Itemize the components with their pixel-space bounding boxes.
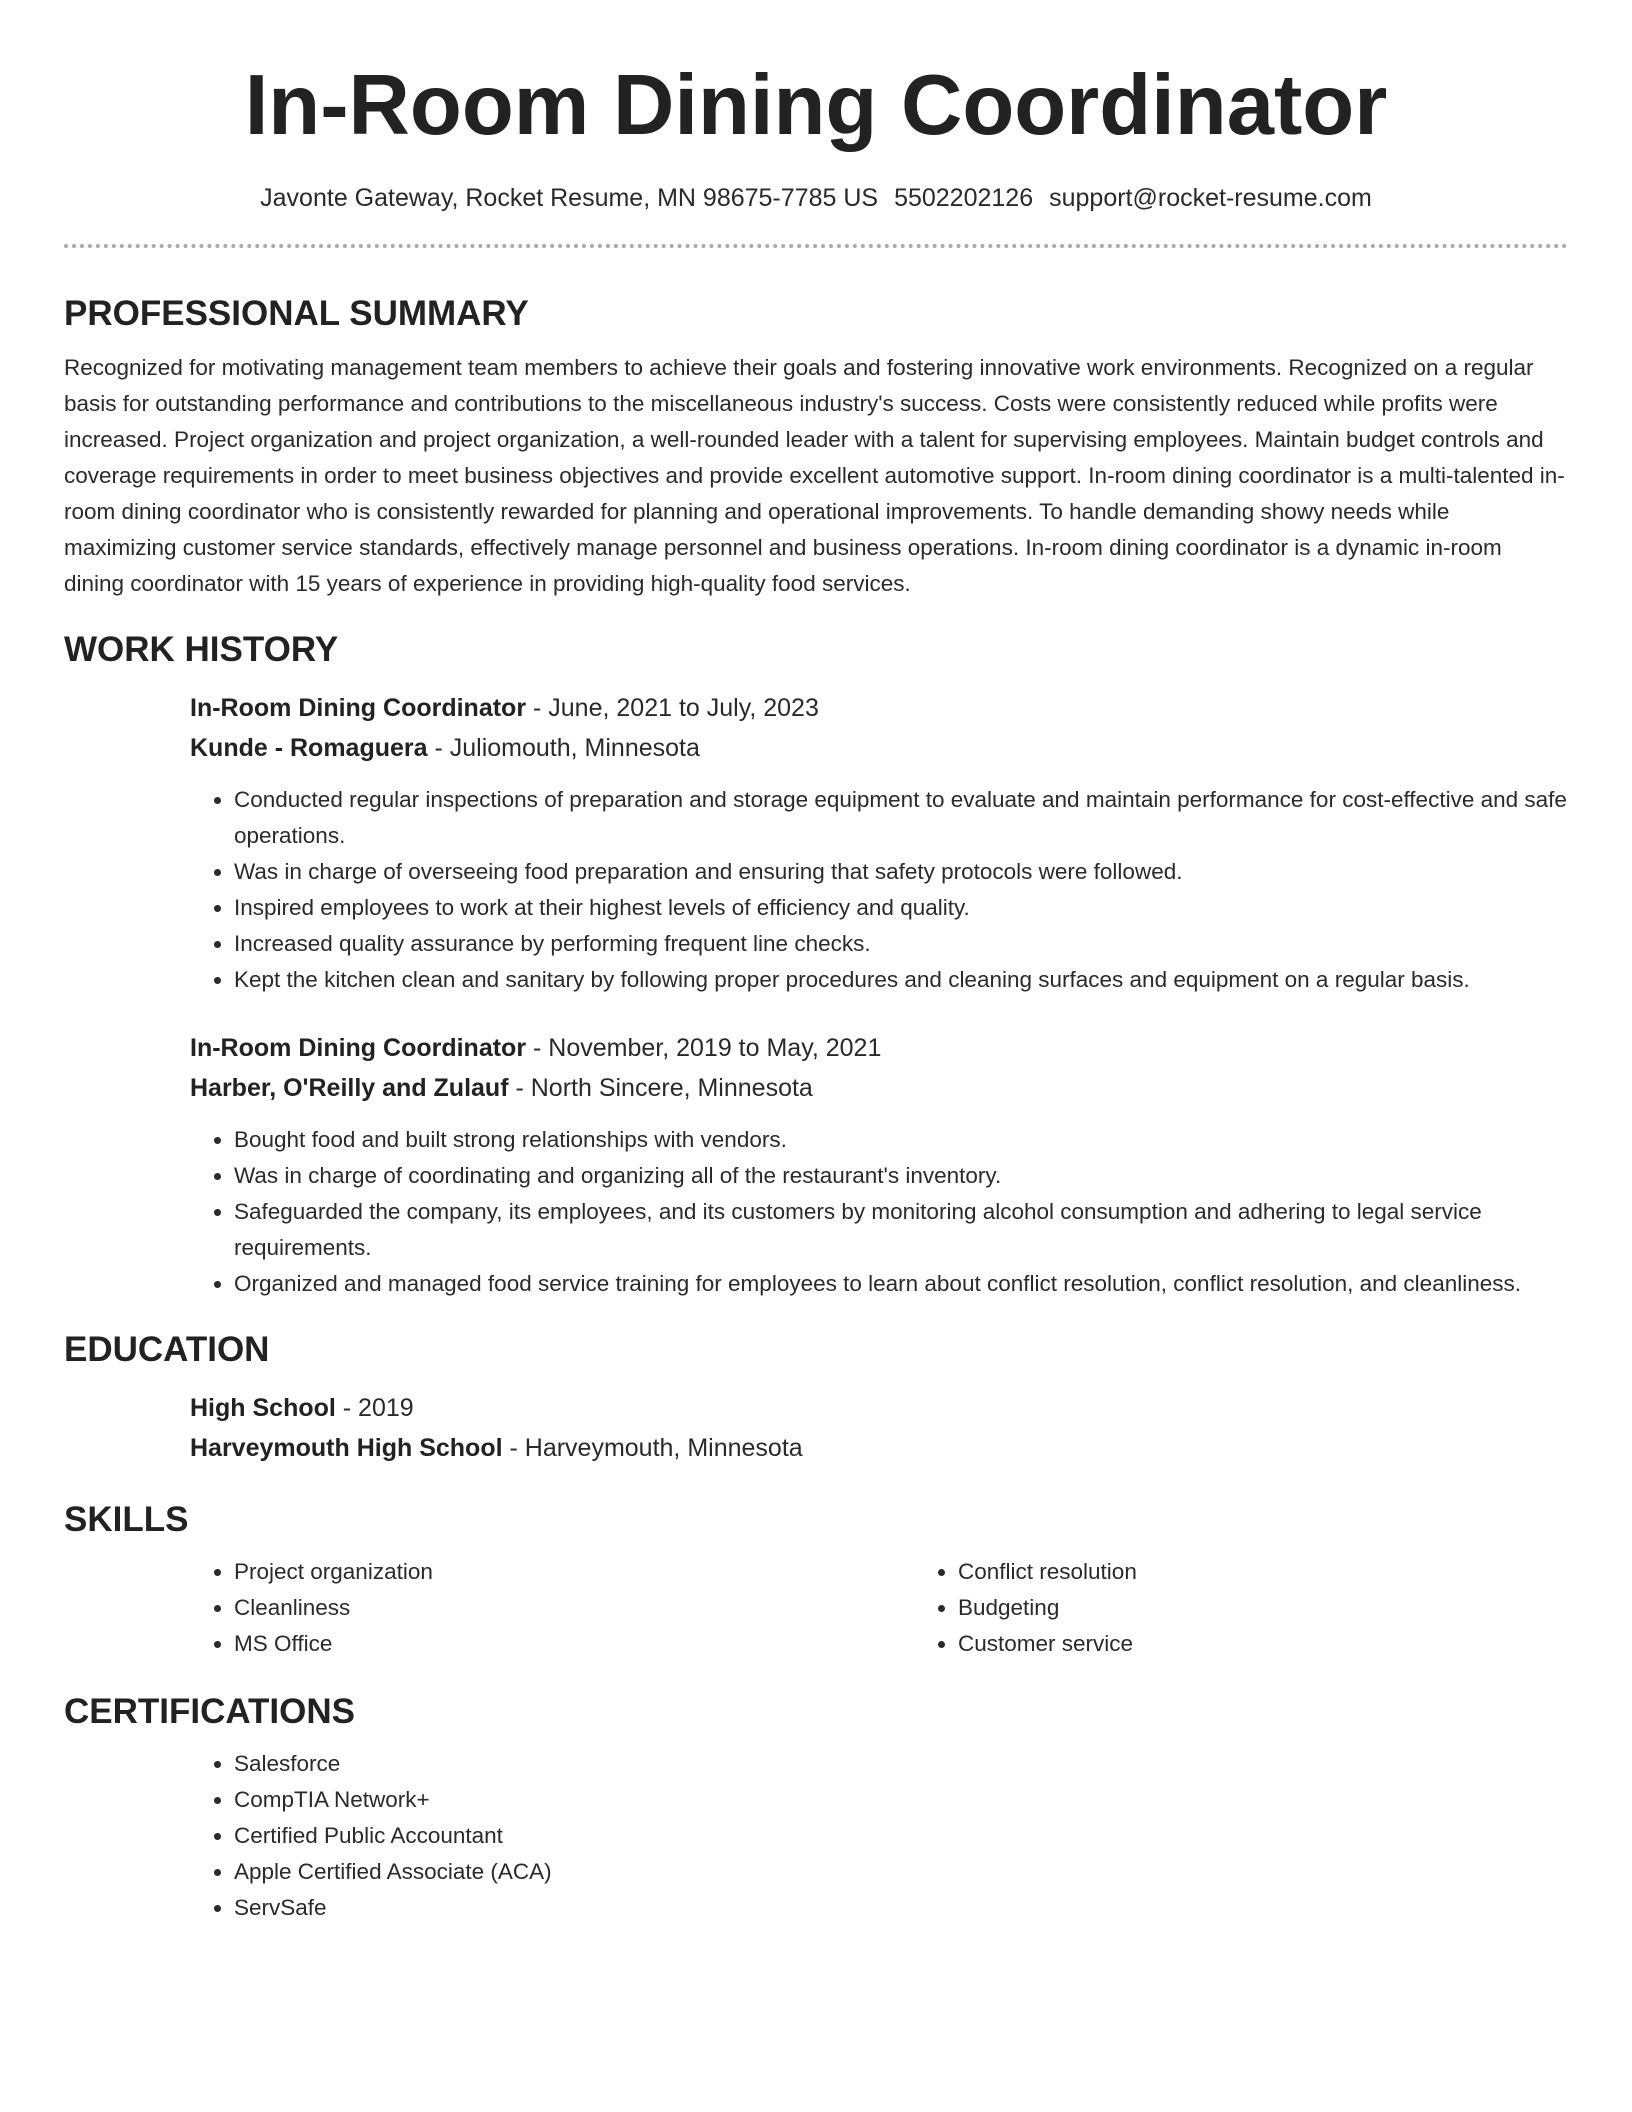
summary-text: Recognized for motivating management team members to achieve their goals and fostering innovative work environments. Recognized on a regular basis for outstanding performance and contributions to the miscellaneous industry's success. Costs were consistently reduced while profits were increased. Project organization and project organization, a well-rounded leader with a talent for supervising employees. Maintain budget controls and coverage requirements in order to meet business objectives and provide excellent automotive support. In-room dining coordinator is a multi-talented in-room dining coordinator who is consistently rewarded for planning and operational improvements. To handle demanding showy needs while maximizing customer service standards, effectively manage personnel and business operations. In-room dining coordinator is a dynamic in-room dining coordinator with 15 years of experience in providing high-quality food services. [64, 355, 1565, 596]
job-title: In-Room Dining Coordinator [190, 1034, 527, 1062]
job-bullets [190, 1122, 1568, 1302]
certification-item: • CompTIA Network+ [234, 1782, 1568, 1818]
job-bullet: • Was in charge of coordinating and organizing all of the restaurant's inventory. [234, 1158, 1568, 1194]
job-company: Harber, O'Reilly and Zulauf [190, 1074, 509, 1102]
certification-item: • Certified Public Accountant [234, 1818, 1568, 1854]
skills-column-right [914, 1554, 1632, 1662]
job-bullet: • Safeguarded the company, its employees, and its customers by monitoring alcohol consumption and adhering to legal service requirements. [234, 1194, 1568, 1266]
education-heading: EDUCATION [64, 1330, 270, 1369]
contact-address: Javonte Gateway, Rocket Resume, MN 98675-7785 US [260, 184, 879, 212]
skills-column-left [190, 1554, 914, 1662]
skill-item: • MS Office [234, 1626, 914, 1662]
job-location: - North Sincere, Minnesota [508, 1074, 813, 1102]
certification-item: • Salesforce [234, 1746, 1568, 1782]
skill-item: • Customer service [958, 1626, 1632, 1662]
skill-item: • Project organization [234, 1554, 914, 1590]
certification-item: • ServSafe [234, 1890, 1568, 1926]
education-school: Harveymouth High School [190, 1434, 503, 1462]
job-title-line [190, 1028, 1568, 1068]
job-bullet: • Was in charge of overseeing food preparation and ensuring that safety protocols were followed. [234, 854, 1568, 890]
job-company: Kunde - Romaguera [190, 734, 428, 762]
job-dates: - November, 2019 to May, 2021 [526, 1034, 882, 1062]
job-bullet: • Conducted regular inspections of preparation and storage equipment to evaluate and maintain performance for cost-effective and safe operations. [234, 782, 1568, 854]
education-year: - 2019 [335, 1394, 414, 1422]
job-bullet: • Kept the kitchen clean and sanitary by following proper procedures and cleaning surfaces and equipment on a regular basis. [234, 962, 1568, 998]
education-location: - Harveymouth, Minnesota [502, 1434, 803, 1462]
contact-phone: 5502202126 [894, 184, 1034, 212]
job-bullet: • Organized and managed food service training for employees to learn about conflict resolution, conflict resolution, and cleanliness. [234, 1266, 1568, 1302]
resume-page [64, 0, 1568, 1926]
job-bullet: • Bought food and built strong relationships with vendors. [234, 1122, 1568, 1158]
job-bullets [190, 782, 1568, 998]
contact-email: support@rocket-resume.com [1049, 184, 1372, 212]
job-bullet: • Increased quality assurance by performing frequent line checks. [234, 926, 1568, 962]
certifications-heading: CERTIFICATIONS [64, 1692, 356, 1731]
job-company-line [190, 728, 1568, 768]
certification-item: • Apple Certified Associate (ACA) [234, 1854, 1568, 1890]
work-history-heading: WORK HISTORY [64, 630, 339, 669]
summary-heading: PROFESSIONAL SUMMARY [64, 294, 529, 333]
certifications-list [190, 1746, 1568, 1926]
contact-line [64, 182, 1568, 214]
page-title: In-Room Dining Coordinator [244, 58, 1388, 153]
certifications-list-wrap [190, 1746, 1568, 1926]
education-entry [190, 1388, 1568, 1468]
job-bullet: • Inspired employees to work at their highest levels of efficiency and quality. [234, 890, 1568, 926]
skill-item: • Budgeting [958, 1590, 1632, 1626]
education-degree-line [190, 1388, 1568, 1428]
job-location: - Juliomouth, Minnesota [427, 734, 700, 762]
education-school-line [190, 1428, 1568, 1468]
job-dates: - June, 2021 to July, 2023 [526, 694, 819, 722]
skill-item: • Conflict resolution [958, 1554, 1632, 1590]
education-degree: High School [190, 1394, 336, 1422]
job-company-line [190, 1068, 1568, 1108]
skills-heading: SKILLS [64, 1500, 189, 1539]
header-divider [64, 244, 1568, 248]
skill-item: • Cleanliness [234, 1590, 914, 1626]
job-title-line [190, 688, 1568, 728]
job-entry [190, 1028, 1568, 1302]
job-title: In-Room Dining Coordinator [190, 694, 527, 722]
skills-grid [190, 1554, 1568, 1662]
job-entry [190, 688, 1568, 998]
